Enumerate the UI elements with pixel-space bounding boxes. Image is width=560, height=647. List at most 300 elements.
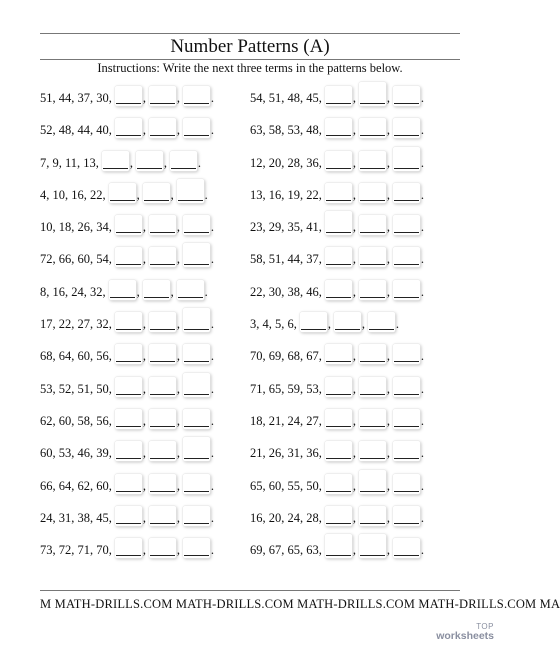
answer-blank[interactable] — [183, 409, 210, 429]
sequence-text: 69, 67, 65, 63, — [250, 543, 322, 558]
answer-underline — [184, 394, 209, 395]
answer-blank[interactable] — [183, 474, 210, 494]
sequence-text: 7, 9, 11, 13, — [40, 155, 99, 170]
answer-blank[interactable] — [115, 247, 142, 267]
answer-underline — [150, 394, 175, 395]
period-mark: . — [420, 413, 424, 428]
answer-blank[interactable] — [325, 409, 352, 429]
comma-separator: , — [386, 478, 390, 493]
comma-separator: , — [136, 187, 140, 202]
answer-blank[interactable] — [325, 118, 352, 138]
answer-underline — [326, 458, 351, 459]
answer-blank[interactable] — [359, 215, 386, 235]
comma-separator: , — [386, 284, 390, 299]
period-mark: . — [420, 478, 424, 493]
period-mark: . — [210, 252, 214, 267]
period-mark: . — [420, 123, 424, 138]
comma-separator: , — [142, 317, 146, 332]
answer-blank[interactable] — [359, 441, 386, 461]
comma-separator: , — [352, 349, 356, 364]
answer-blank[interactable] — [115, 441, 142, 461]
sequence-text: 72, 66, 60, 54, — [40, 252, 112, 267]
answer-blank[interactable] — [359, 344, 386, 364]
comma-separator: , — [142, 413, 146, 428]
answer-underline — [326, 264, 351, 265]
answer-underline — [144, 297, 169, 298]
answer-underline — [110, 200, 135, 201]
answer-blank[interactable] — [359, 534, 386, 558]
answer-underline — [184, 232, 209, 233]
answer-underline — [394, 232, 419, 233]
period-mark: . — [420, 155, 424, 170]
answer-underline — [369, 329, 394, 330]
period-mark: . — [420, 284, 424, 299]
answer-blank[interactable] — [115, 118, 142, 138]
sequence-text: 62, 60, 58, 56, — [40, 413, 112, 428]
answer-blank[interactable] — [359, 183, 386, 203]
answer-underline — [184, 329, 209, 330]
answer-blank[interactable] — [149, 538, 176, 558]
answer-underline — [360, 297, 385, 298]
page-title: Number Patterns (A) — [170, 36, 330, 57]
period-mark: . — [420, 187, 424, 202]
answer-blank[interactable] — [393, 377, 420, 397]
comma-separator: , — [176, 252, 180, 267]
answer-underline — [326, 523, 351, 524]
period-mark: . — [210, 510, 214, 525]
answer-underline — [150, 426, 175, 427]
period-mark: . — [210, 123, 214, 138]
answer-blank[interactable] — [359, 470, 386, 494]
comma-separator: , — [170, 187, 174, 202]
sequence-text: 63, 58, 53, 48, — [250, 123, 322, 138]
answer-blank[interactable] — [115, 344, 142, 364]
answer-blank[interactable] — [325, 377, 352, 397]
comma-separator: , — [176, 543, 180, 558]
answer-underline — [184, 458, 209, 459]
answer-underline — [335, 329, 360, 330]
answer-blank[interactable] — [334, 312, 361, 332]
title-underline — [40, 59, 460, 60]
answer-underline — [184, 523, 209, 524]
answer-underline — [150, 458, 175, 459]
answer-underline — [184, 491, 209, 492]
period-mark: . — [204, 187, 208, 202]
answer-underline — [116, 264, 141, 265]
answer-underline — [326, 232, 351, 233]
footer-watermark-text: M MATH-DRILLS.COM MATH-DRILLS.COM MATH-DRILLS.COM MATH-DRILLS.COM MA — [40, 597, 560, 611]
sequence-text: 10, 18, 26, 34, — [40, 220, 112, 235]
answer-blank[interactable] — [393, 86, 420, 106]
comma-separator: , — [386, 220, 390, 235]
comma-separator: , — [352, 91, 356, 105]
answer-underline — [326, 135, 351, 136]
answer-underline — [360, 103, 385, 104]
answer-blank[interactable] — [325, 534, 352, 558]
answer-blank[interactable] — [149, 474, 176, 494]
period-mark: . — [420, 91, 424, 105]
comma-separator: , — [176, 478, 180, 493]
comma-separator: , — [386, 187, 390, 202]
sequence-text: 21, 26, 31, 36, — [250, 446, 322, 461]
answer-underline — [150, 329, 175, 330]
comma-separator: , — [327, 317, 331, 332]
answer-underline — [360, 426, 385, 427]
answer-blank[interactable] — [115, 215, 142, 235]
answer-underline — [394, 394, 419, 395]
comma-separator: , — [352, 413, 356, 428]
answer-blank[interactable] — [149, 215, 176, 235]
topworksheets-logo — [436, 623, 494, 642]
period-mark: . — [420, 220, 424, 235]
answer-blank[interactable] — [325, 474, 352, 494]
sequence-text: 70, 69, 68, 67, — [250, 349, 322, 364]
comma-separator: , — [142, 446, 146, 461]
answer-blank[interactable] — [109, 183, 136, 203]
comma-separator: , — [163, 155, 168, 170]
logo-name-text: worksheets — [436, 629, 494, 642]
period-mark: . — [210, 381, 214, 396]
sequence-text: 65, 60, 55, 50, — [250, 478, 322, 493]
sequence-text: 17, 22, 27, 32, — [40, 317, 112, 332]
comma-separator: , — [352, 252, 356, 267]
comma-separator: , — [352, 220, 356, 235]
comma-separator: , — [142, 349, 146, 364]
answer-blank[interactable] — [393, 538, 420, 558]
comma-separator: , — [142, 123, 146, 138]
footer-rule — [40, 590, 460, 591]
answer-underline — [150, 103, 175, 104]
answer-blank[interactable] — [102, 151, 129, 171]
answer-underline — [394, 103, 419, 104]
period-mark: . — [210, 446, 214, 461]
answer-blank[interactable] — [393, 280, 420, 300]
answer-blank[interactable] — [300, 312, 327, 332]
comma-separator: , — [142, 381, 146, 396]
answer-blank[interactable] — [183, 344, 210, 364]
comma-separator: , — [352, 187, 356, 202]
comma-separator: , — [142, 510, 146, 525]
answer-underline — [394, 458, 419, 459]
period-mark: . — [420, 446, 424, 461]
answer-blank[interactable] — [393, 183, 420, 203]
comma-separator: , — [142, 543, 146, 558]
answer-underline — [150, 523, 175, 524]
comma-separator: , — [352, 155, 356, 170]
answer-blank[interactable] — [115, 409, 142, 429]
answer-blank[interactable] — [115, 312, 142, 332]
answer-blank[interactable] — [149, 409, 176, 429]
answer-blank[interactable] — [183, 243, 210, 267]
answer-underline — [360, 264, 385, 265]
answer-underline — [150, 135, 175, 136]
logo-top-text: TOP — [476, 621, 494, 631]
answer-blank[interactable] — [325, 441, 352, 461]
answer-blank[interactable] — [393, 118, 420, 138]
answer-blank[interactable] — [183, 308, 210, 332]
answer-blank[interactable] — [115, 86, 142, 106]
answer-underline — [150, 491, 175, 492]
answer-blank[interactable] — [115, 474, 142, 494]
comma-separator: , — [386, 91, 390, 105]
answer-blank[interactable] — [359, 82, 386, 106]
top-rule — [40, 33, 460, 34]
answer-blank[interactable] — [393, 344, 420, 364]
answer-underline — [326, 361, 351, 362]
answer-underline — [326, 394, 351, 395]
answer-underline — [394, 555, 419, 556]
period-mark: . — [395, 317, 399, 332]
answer-blank[interactable] — [325, 506, 352, 526]
answer-underline — [360, 168, 385, 169]
answer-underline — [394, 135, 419, 136]
answer-underline — [116, 555, 141, 556]
answer-underline — [360, 200, 385, 201]
answer-underline — [110, 297, 135, 298]
sequence-text: 53, 52, 51, 50, — [40, 381, 112, 396]
comma-separator: , — [176, 123, 180, 138]
answer-underline — [360, 555, 385, 556]
answer-underline — [184, 135, 209, 136]
comma-separator: , — [352, 478, 356, 493]
comma-separator: , — [352, 284, 356, 299]
answer-blank[interactable] — [109, 280, 136, 300]
answer-underline — [150, 232, 175, 233]
answer-underline — [184, 264, 209, 265]
answer-blank[interactable] — [183, 373, 210, 397]
answer-blank[interactable] — [359, 247, 386, 267]
answer-underline — [326, 168, 351, 169]
answer-blank[interactable] — [393, 215, 420, 235]
comma-separator: , — [136, 284, 140, 299]
answer-blank[interactable] — [183, 506, 210, 526]
comma-separator: , — [176, 349, 180, 364]
answer-underline — [360, 458, 385, 459]
answer-underline — [326, 297, 351, 298]
answer-underline — [326, 555, 351, 556]
sequence-text: 51, 44, 37, 30, — [40, 91, 112, 105]
period-mark: . — [210, 413, 214, 428]
answer-underline — [360, 361, 385, 362]
comma-separator: , — [142, 220, 146, 235]
answer-blank[interactable] — [325, 86, 352, 106]
comma-separator: , — [386, 446, 390, 461]
period-mark: . — [210, 317, 214, 332]
answer-underline — [137, 168, 162, 169]
comma-separator: , — [142, 91, 146, 105]
sequence-text: 12, 20, 28, 36, — [250, 155, 322, 170]
answer-blank[interactable] — [393, 506, 420, 526]
answer-underline — [150, 264, 175, 265]
sequence-text: 16, 20, 24, 28, — [250, 510, 322, 525]
answer-underline — [116, 426, 141, 427]
answer-underline — [178, 297, 203, 298]
answer-underline — [171, 168, 196, 169]
answer-underline — [150, 555, 175, 556]
sequence-text: 66, 64, 62, 60, — [40, 478, 112, 493]
sequence-text: 24, 31, 38, 45, — [40, 510, 112, 525]
answer-blank[interactable] — [393, 441, 420, 461]
answer-underline — [116, 361, 141, 362]
comma-separator: , — [352, 381, 356, 396]
answer-blank[interactable] — [359, 377, 386, 397]
answer-underline — [394, 264, 419, 265]
sequence-text: 71, 65, 59, 53, — [250, 381, 322, 396]
period-mark: . — [210, 349, 214, 364]
answer-underline — [394, 523, 419, 524]
answer-underline — [326, 426, 351, 427]
answer-blank[interactable] — [149, 377, 176, 397]
comma-separator: , — [129, 155, 134, 170]
sequence-text: 52, 48, 44, 40, — [40, 123, 112, 138]
answer-underline — [394, 297, 419, 298]
sequence-text: 3, 4, 5, 6, — [250, 317, 297, 332]
answer-blank[interactable] — [115, 506, 142, 526]
period-mark: . — [210, 543, 214, 558]
answer-underline — [360, 491, 385, 492]
comma-separator: , — [176, 446, 180, 461]
answer-blank[interactable] — [359, 280, 386, 300]
answer-underline — [301, 329, 326, 330]
period-mark: . — [420, 381, 424, 396]
answer-underline — [184, 426, 209, 427]
answer-blank[interactable] — [325, 280, 352, 300]
answer-blank[interactable] — [143, 280, 170, 300]
answer-underline — [394, 426, 419, 427]
answer-underline — [116, 329, 141, 330]
answer-blank[interactable] — [325, 344, 352, 364]
answer-blank[interactable] — [368, 312, 395, 332]
answer-blank[interactable] — [149, 506, 176, 526]
sequence-text: 4, 10, 16, 22, — [40, 187, 106, 202]
answer-blank[interactable] — [149, 441, 176, 461]
answer-underline — [150, 361, 175, 362]
answer-blank[interactable] — [149, 312, 176, 332]
comma-separator: , — [176, 317, 180, 332]
comma-separator: , — [176, 413, 180, 428]
answer-underline — [184, 361, 209, 362]
answer-underline — [116, 491, 141, 492]
comma-separator: , — [142, 478, 146, 493]
answer-blank[interactable] — [149, 344, 176, 364]
comma-separator: , — [386, 381, 390, 396]
answer-blank[interactable] — [183, 215, 210, 235]
answer-underline — [178, 200, 203, 201]
period-mark: . — [420, 543, 424, 558]
answer-blank[interactable] — [149, 247, 176, 267]
sequence-text: 8, 16, 24, 32, — [40, 284, 106, 299]
sequence-text: 22, 30, 38, 46, — [250, 284, 322, 299]
answer-blank[interactable] — [115, 377, 142, 397]
answer-underline — [326, 103, 351, 104]
period-mark: . — [210, 91, 214, 105]
answer-blank[interactable] — [183, 118, 210, 138]
answer-blank[interactable] — [325, 183, 352, 203]
comma-separator: , — [386, 543, 390, 558]
answer-underline — [103, 168, 128, 169]
sequence-text: 58, 51, 44, 37, — [250, 252, 322, 267]
period-mark: . — [420, 510, 424, 525]
sequence-text: 60, 53, 46, 39, — [40, 446, 112, 461]
comma-separator: , — [386, 123, 390, 138]
comma-separator: , — [386, 510, 390, 525]
comma-separator: , — [176, 381, 180, 396]
comma-separator: , — [361, 317, 365, 332]
sequence-text: 13, 16, 19, 22, — [250, 187, 322, 202]
answer-blank[interactable] — [393, 147, 420, 171]
answer-blank[interactable] — [393, 409, 420, 429]
comma-separator: , — [170, 284, 174, 299]
answer-underline — [116, 458, 141, 459]
answer-blank[interactable] — [393, 474, 420, 494]
period-mark: . — [420, 252, 424, 267]
comma-separator: , — [142, 252, 146, 267]
answer-blank[interactable] — [136, 151, 163, 171]
sequence-text: 18, 21, 24, 27, — [250, 413, 322, 428]
comma-separator: , — [352, 543, 356, 558]
answer-blank[interactable] — [177, 280, 204, 300]
answer-underline — [394, 361, 419, 362]
answer-blank[interactable] — [359, 151, 386, 171]
answer-underline — [360, 523, 385, 524]
comma-separator: , — [176, 220, 180, 235]
answer-blank[interactable] — [149, 86, 176, 106]
comma-separator: , — [352, 123, 356, 138]
comma-separator: , — [176, 510, 180, 525]
comma-separator: , — [352, 510, 356, 525]
answer-blank[interactable] — [143, 183, 170, 203]
answer-blank[interactable] — [393, 247, 420, 267]
answer-underline — [394, 200, 419, 201]
comma-separator: , — [386, 349, 390, 364]
answer-underline — [144, 200, 169, 201]
answer-underline — [184, 103, 209, 104]
answer-blank[interactable] — [325, 151, 352, 171]
answer-underline — [394, 168, 419, 169]
answer-blank[interactable] — [170, 151, 197, 171]
answer-underline — [326, 200, 351, 201]
answer-blank[interactable] — [325, 247, 352, 267]
answer-blank[interactable] — [183, 437, 210, 461]
answer-blank[interactable] — [177, 179, 204, 203]
answer-blank[interactable] — [359, 118, 386, 138]
comma-separator: , — [176, 91, 180, 105]
period-mark: . — [210, 220, 214, 235]
answer-underline — [116, 103, 141, 104]
answer-underline — [326, 491, 351, 492]
answer-blank[interactable] — [183, 538, 210, 558]
answer-underline — [116, 394, 141, 395]
comma-separator: , — [386, 155, 390, 170]
comma-separator: , — [386, 252, 390, 267]
period-mark: . — [210, 478, 214, 493]
sequence-text: 54, 51, 48, 45, — [250, 91, 322, 105]
answer-underline — [360, 135, 385, 136]
answer-blank[interactable] — [359, 409, 386, 429]
answer-blank[interactable] — [183, 86, 210, 106]
answer-blank[interactable] — [149, 118, 176, 138]
answer-underline — [360, 394, 385, 395]
comma-separator: , — [352, 446, 356, 461]
answer-underline — [360, 232, 385, 233]
sequence-text: 68, 64, 60, 56, — [40, 349, 112, 364]
answer-underline — [116, 232, 141, 233]
answer-underline — [116, 135, 141, 136]
answer-blank[interactable] — [325, 211, 352, 235]
sequence-text: 23, 29, 35, 41, — [250, 220, 322, 235]
answer-blank[interactable] — [115, 538, 142, 558]
answer-blank[interactable] — [359, 506, 386, 526]
